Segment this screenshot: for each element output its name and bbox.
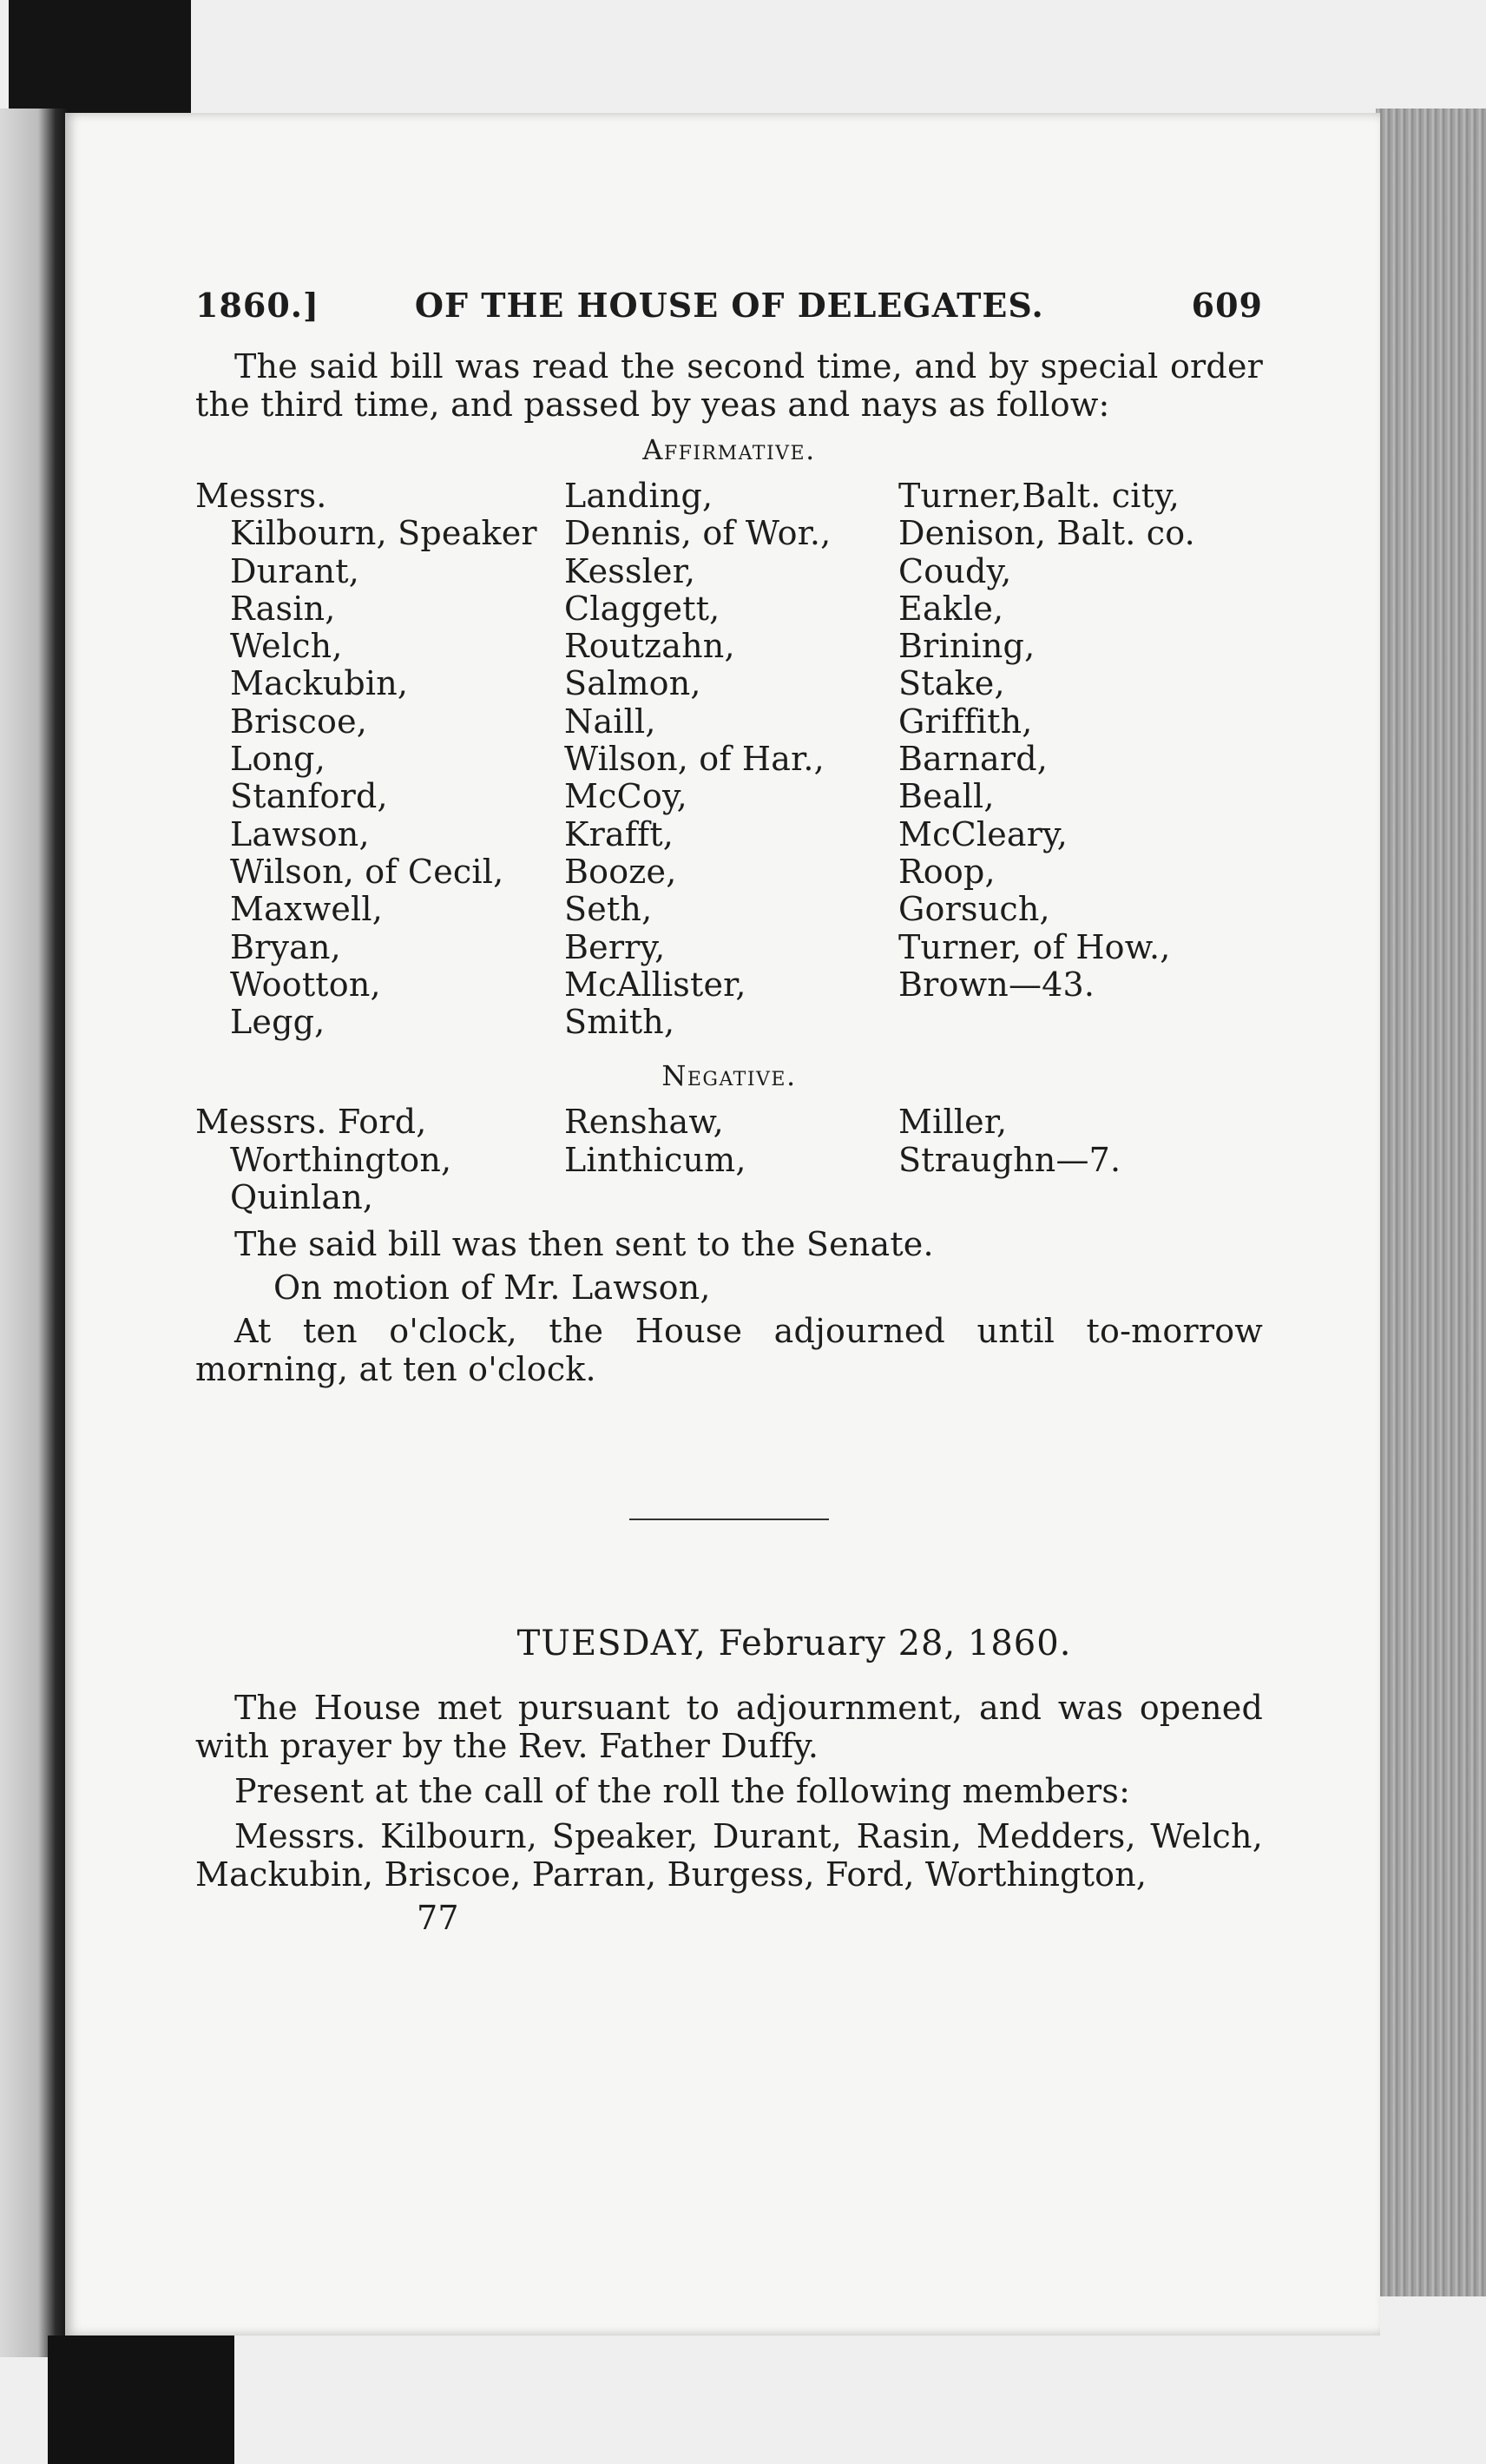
section-divider	[629, 1519, 829, 1520]
member-name: Turner,Balt. city,	[898, 477, 1180, 515]
member-name: Naill,	[564, 702, 656, 741]
member-name: Wootton,	[230, 965, 381, 1004]
book-page	[65, 113, 1380, 2336]
affirmative-col-2	[564, 478, 898, 1041]
member-name: Smith,	[564, 1003, 675, 1042]
affirmative-columns	[195, 478, 1263, 1041]
affirmative-col-1	[195, 478, 564, 1041]
member-name: Stanford,	[230, 777, 388, 816]
member-name: Miller,	[898, 1103, 1008, 1142]
member-name: Rasin,	[230, 589, 336, 628]
member-name: McCleary,	[898, 814, 1068, 853]
book-spine	[0, 109, 69, 2357]
member-name: Claggett,	[564, 589, 720, 628]
affirmative-col-3	[898, 478, 1263, 1041]
date-heading: TUESDAY, February 28, 1860.	[516, 1624, 1072, 1664]
member-name: Long,	[230, 740, 325, 779]
member-name: Briscoe,	[230, 702, 368, 741]
affirmative-heading: Affirmative.	[642, 433, 816, 466]
intro-paragraph: The said bill was read the second time, and by special order the third time, and passed by yeas and nays as follow:	[195, 347, 1263, 424]
member-name: Worthington,	[230, 1140, 452, 1179]
negative-col-3	[898, 1104, 1263, 1216]
member-name: Straughn—7.	[898, 1140, 1121, 1179]
member-name: Quinlan,	[230, 1178, 374, 1217]
member-name: Eakle,	[898, 589, 1004, 628]
member-name: Coudy,	[898, 551, 1012, 590]
signature-mark: 77	[417, 1899, 459, 1938]
binder-clip-bottom	[48, 2336, 234, 2464]
member-name: McCoy,	[564, 777, 687, 816]
member-name: McAllister,	[564, 965, 746, 1004]
negative-columns	[195, 1104, 1263, 1216]
member-name: Barnard,	[898, 740, 1049, 779]
header-title: OF THE HOUSE OF DELEGATES.	[414, 286, 1044, 325]
member-name: Brining,	[898, 627, 1036, 666]
member-name: Durant,	[230, 551, 359, 590]
member-name: Renshaw,	[564, 1103, 724, 1142]
member-name: Mackubin,	[230, 664, 409, 703]
member-name: Gorsuch,	[898, 890, 1050, 929]
running-head	[195, 287, 1263, 325]
header-year: 1860.]	[195, 286, 319, 325]
member-name: Salmon,	[564, 664, 701, 703]
member-name: Wilson, of Har.,	[564, 740, 825, 779]
member-name: Messrs.	[195, 477, 327, 515]
member-name: Kilbourn, Speaker	[230, 514, 537, 553]
member-name: Wilson, of Cecil,	[230, 852, 504, 891]
sent-to-senate: The said bill was then sent to the Senate.	[234, 1225, 934, 1264]
member-name: Beall,	[898, 777, 995, 816]
member-name: Denison, Balt. co.	[898, 514, 1195, 553]
header-page-number: 609	[1191, 286, 1263, 325]
member-name: Berry,	[564, 927, 666, 966]
member-name: Booze,	[564, 852, 677, 891]
member-name: Brown—43.	[898, 965, 1095, 1004]
member-name: Legg,	[230, 1003, 325, 1042]
member-name: Lawson,	[230, 814, 370, 853]
negative-col-2	[564, 1104, 898, 1216]
member-name: Welch,	[230, 627, 343, 666]
member-name: Turner, of How.,	[898, 927, 1171, 966]
page-text	[195, 287, 1263, 1937]
member-name: Bryan,	[230, 927, 341, 966]
member-name: Seth,	[564, 890, 653, 929]
member-name: Landing,	[564, 477, 713, 515]
members-paragraph: Messrs. Kilbourn, Speaker, Durant, Rasin, Medders, Welch, Mackubin, Briscoe, Parran, Burgess, Ford, Worthington,	[195, 1817, 1263, 1894]
house-met-paragraph: The House met pursuant to adjournment, and was opened with prayer by the Rev. Father Duffy.	[195, 1689, 1263, 1766]
member-name: Kessler,	[564, 551, 696, 590]
member-name: Maxwell,	[230, 890, 383, 929]
member-name: Griffith,	[898, 702, 1033, 741]
member-name: Roop,	[898, 852, 996, 891]
member-name: Dennis, of Wor.,	[564, 514, 832, 553]
member-name: Linthicum,	[564, 1140, 746, 1179]
negative-col-1	[195, 1104, 564, 1216]
member-name: Krafft,	[564, 814, 674, 853]
page-edges	[1376, 109, 1486, 2296]
member-name: Stake,	[898, 664, 1005, 703]
member-name: Messrs. Ford,	[195, 1103, 427, 1142]
member-name: Routzahn,	[564, 627, 735, 666]
adjourn-paragraph: At ten o'clock, the House adjourned until to-morrow morning, at ten o'clock.	[195, 1312, 1263, 1389]
binder-clip-top	[9, 0, 191, 122]
motion-line: On motion of Mr. Lawson,	[273, 1268, 711, 1308]
negative-heading: Negative.	[661, 1059, 797, 1093]
present-line: Present at the call of the roll the following members:	[234, 1772, 1131, 1811]
